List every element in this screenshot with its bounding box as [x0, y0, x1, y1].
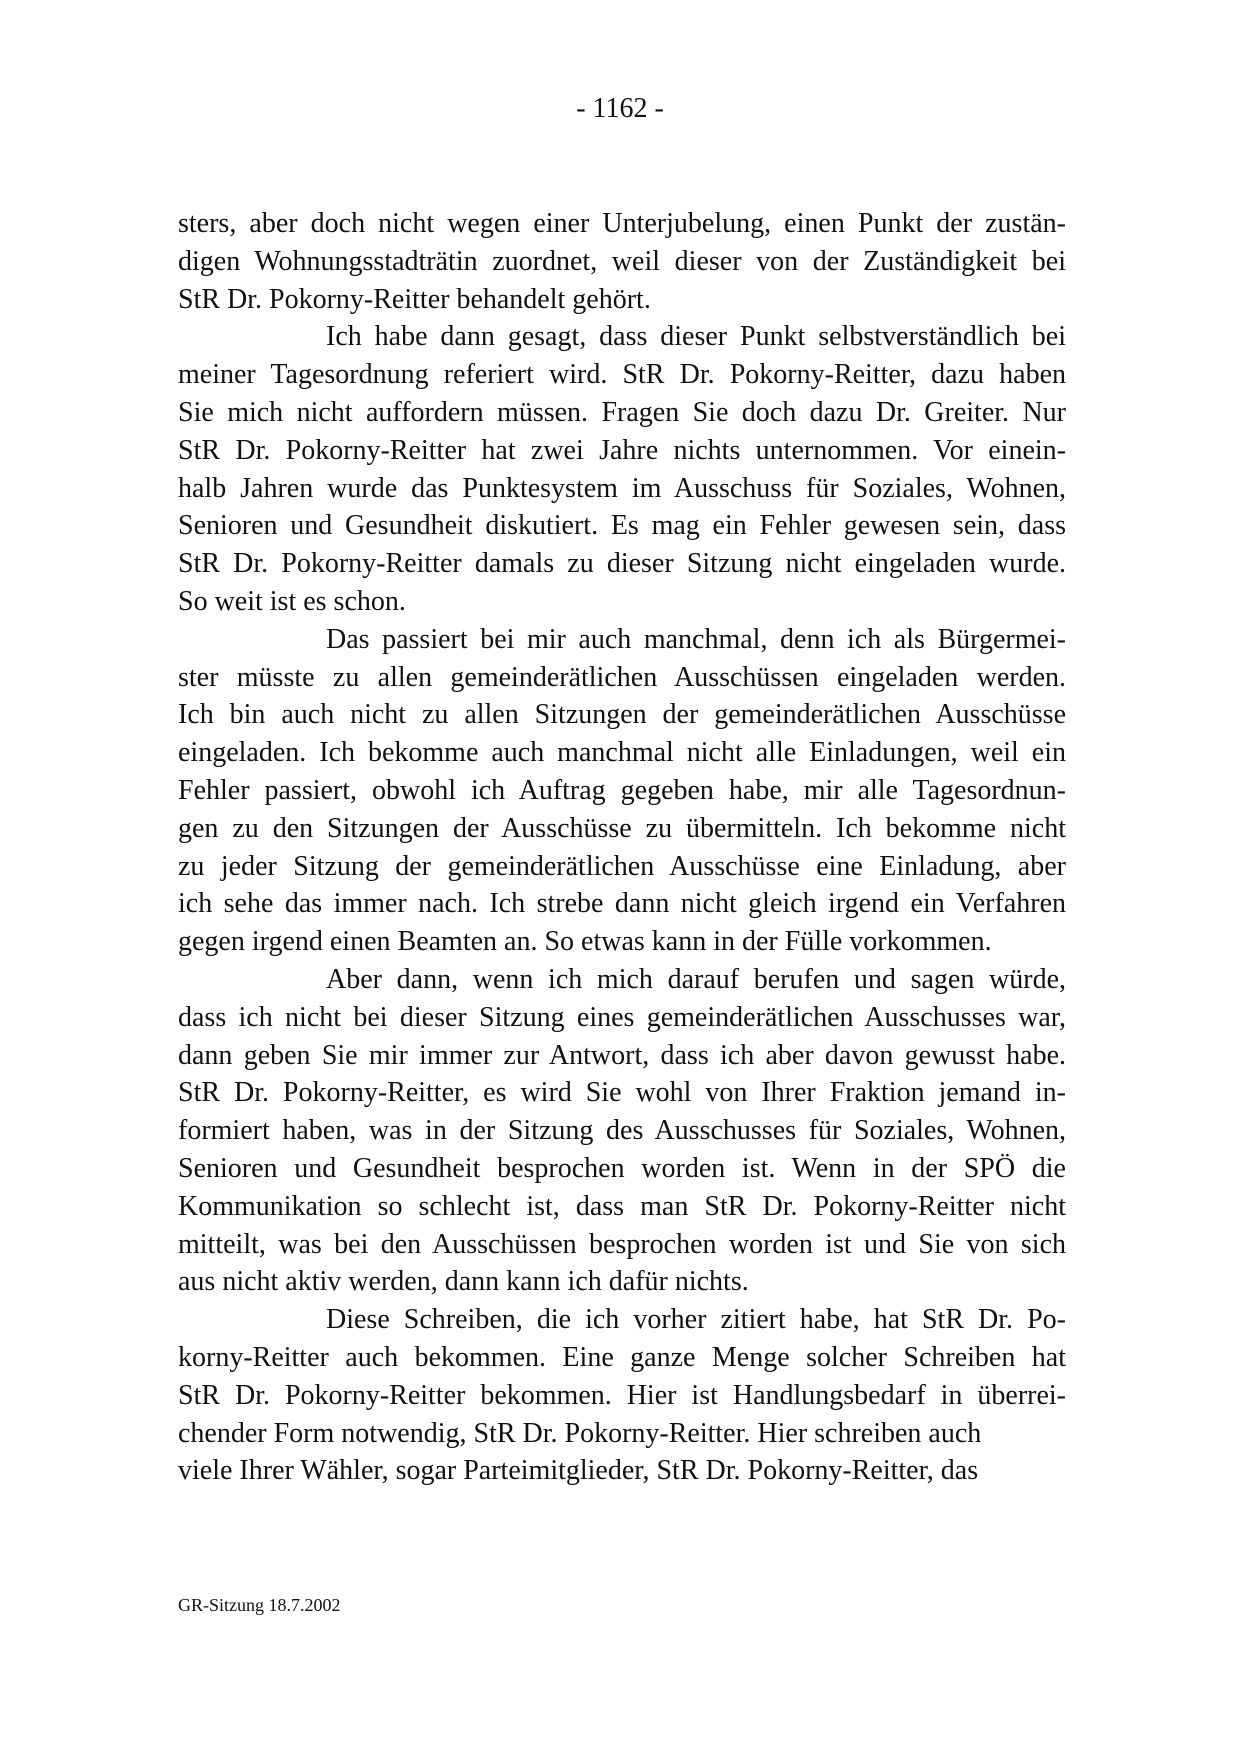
text-line: zu jeder Sitzung der gemeinderätlichen Ausschüsse eine Einladung, aber	[178, 850, 1066, 882]
text-line: digen Wohnungsstadträtin zuordnet, weil dieser von der Zuständigkeit bei	[178, 245, 1066, 277]
text-line: Das passiert bei mir auch manchmal, denn ich als Bürgermei-	[326, 623, 1066, 655]
text-line: Kommunikation so schlecht ist, dass man StR Dr. Pokorny-Reitter nicht	[178, 1190, 1066, 1222]
text-line: halb Jahren wurde das Punktesystem im Ausschuss für Soziales, Wohnen,	[178, 472, 1066, 504]
footer-session-date: GR-Sitzung 18.7.2002	[178, 1595, 341, 1615]
text-line: gen zu den Sitzungen der Ausschüsse zu übermitteln. Ich bekomme nicht	[178, 812, 1066, 844]
text-line: aus nicht aktiv werden, dann kann ich dafür nichts.	[178, 1266, 749, 1298]
text-line: StR Dr. Pokorny-Reitter behandelt gehört.	[178, 283, 651, 315]
text-line: StR Dr. Pokorny-Reitter hat zwei Jahre nichts unternommen. Vor einein-	[178, 434, 1066, 466]
text-line: dann geben Sie mir immer zur Antwort, dass ich aber davon gewusst habe.	[178, 1039, 1066, 1071]
text-line: gegen irgend einen Beamten an. So etwas kann in der Fülle vorkommen.	[178, 926, 992, 958]
text-line: Diese Schreiben, die ich vorher zitiert habe, hat StR Dr. Po-	[326, 1304, 1066, 1336]
text-line: StR Dr. Pokorny-Reitter damals zu dieser Sitzung nicht eingeladen wurde.	[178, 548, 1066, 580]
text-line: viele Ihrer Wähler, sogar Parteimitglieder, StR Dr. Pokorny-Reitter, das	[178, 1455, 979, 1487]
page-number: - 1162 -	[576, 93, 664, 124]
text-line: Ich habe dann gesagt, dass dieser Punkt selbstverständlich bei	[326, 321, 1066, 353]
text-line: ich sehe das immer nach. Ich strebe dann nicht gleich irgend ein Verfahren	[178, 888, 1066, 920]
text-line: sters, aber doch nicht wegen einer Unterjubelung, einen Punkt der zustän-	[178, 208, 1066, 239]
body-text	[178, 205, 1066, 1490]
text-line: Senioren und Gesundheit diskutiert. Es mag ein Fehler gewesen sein, dass	[178, 510, 1066, 542]
text-line: mitteilt, was bei den Ausschüssen besprochen worden ist und Sie von sich	[178, 1228, 1066, 1260]
text-line: Fehler passiert, obwohl ich Auftrag gegeben habe, mir alle Tagesordnun-	[178, 774, 1066, 806]
text-line: Senioren und Gesundheit besprochen worden ist. Wenn in der SPÖ die	[178, 1152, 1066, 1184]
text-line: formiert haben, was in der Sitzung des Ausschusses für Soziales, Wohnen,	[178, 1115, 1066, 1147]
text-line: So weit ist es schon.	[178, 585, 406, 617]
text-line: Ich bin auch nicht zu allen Sitzungen der gemeinderätlichen Ausschüsse	[178, 699, 1066, 731]
text-line: Aber dann, wenn ich mich darauf berufen und sagen würde,	[326, 963, 1066, 995]
text-line: eingeladen. Ich bekomme auch manchmal nicht alle Einladungen, weil ein	[178, 737, 1066, 769]
text-line: StR Dr. Pokorny-Reitter bekommen. Hier ist Handlungsbedarf in überrei-	[178, 1379, 1066, 1411]
text-line: Sie mich nicht auffordern müssen. Fragen Sie doch dazu Dr. Greiter. Nur	[178, 396, 1066, 428]
text-line: dass ich nicht bei dieser Sitzung eines gemeinderätlichen Ausschusses war,	[178, 1001, 1066, 1033]
text-line: StR Dr. Pokorny-Reitter, es wird Sie wohl von Ihrer Fraktion jemand in-	[178, 1077, 1066, 1109]
text-line: korny-Reitter auch bekommen. Eine ganze Menge solcher Schreiben hat	[178, 1341, 1066, 1373]
text-line: chender Form notwendig, StR Dr. Pokorny-Reitter. Hier schreiben auch	[178, 1417, 982, 1449]
text-line: ster müsste zu allen gemeinderätlichen Ausschüssen eingeladen werden.	[178, 661, 1066, 693]
text-line: meiner Tagesordnung referiert wird. StR Dr. Pokorny-Reitter, dazu haben	[178, 359, 1066, 391]
